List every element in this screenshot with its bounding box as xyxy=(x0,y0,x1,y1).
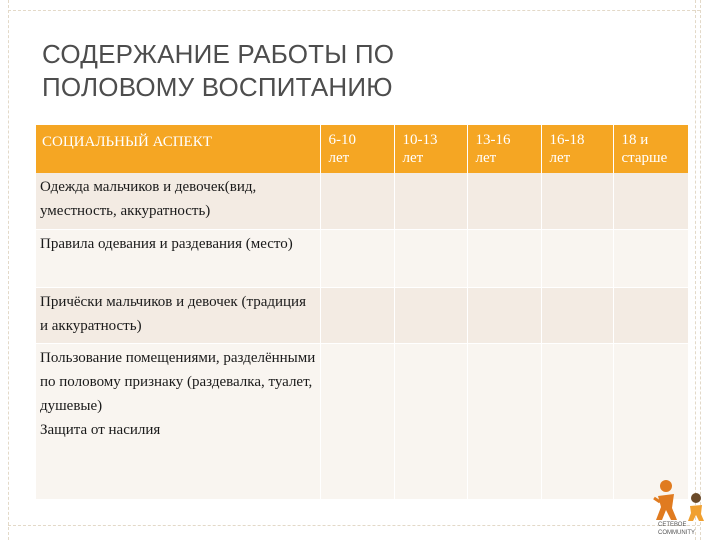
table-header-row xyxy=(36,125,688,173)
table-row xyxy=(36,173,688,229)
table-cell xyxy=(613,229,688,287)
table-cell xyxy=(394,343,467,499)
frame-line xyxy=(8,0,9,540)
header-age-13-16: 13-16 лет xyxy=(467,125,541,173)
table-cell xyxy=(541,287,613,343)
table-cell xyxy=(541,173,613,229)
content-table xyxy=(36,125,689,500)
row-label: Одежда мальчиков и девочек(вид, уместность, аккуратность) xyxy=(36,173,320,229)
table-row xyxy=(36,229,688,287)
frame-line xyxy=(8,10,700,11)
slide-title-line-1: СОДЕРЖАНИЕ РАБОТЫ ПО xyxy=(42,39,395,69)
table-row xyxy=(36,287,688,343)
table-cell xyxy=(394,229,467,287)
table-cell xyxy=(320,173,394,229)
logo-text-line-2: COMMUNITY xyxy=(658,530,695,536)
slide-title-line-2: ПОЛОВОМУ ВОСПИТАНИЮ xyxy=(42,72,393,102)
row-label: Причёски мальчиков и девочек (традиция и аккуратность) xyxy=(36,287,320,343)
frame-line xyxy=(700,0,701,540)
table-cell xyxy=(320,287,394,343)
header-age-18-plus: 18 и старше xyxy=(613,125,688,173)
logo-text-line-1: СЕТЕВОЕ xyxy=(658,522,687,528)
row-label-part: Пользование помещениями, разделёнными по половому признаку (раздевалка, туалет, душевые) xyxy=(40,349,316,414)
table-cell xyxy=(394,287,467,343)
table-cell xyxy=(613,173,688,229)
table-cell xyxy=(467,229,541,287)
frame-line xyxy=(695,0,696,540)
table-cell xyxy=(541,229,613,287)
row-label xyxy=(36,343,320,499)
table-cell xyxy=(613,343,688,499)
table-row xyxy=(36,343,688,499)
figures-icon xyxy=(644,478,714,522)
header-age-10-13: 10-13 лет xyxy=(394,125,467,173)
table-cell xyxy=(320,229,394,287)
community-logo xyxy=(644,478,714,538)
table-cell xyxy=(394,173,467,229)
table-cell xyxy=(613,287,688,343)
frame-line xyxy=(8,525,700,526)
row-label-part: Защита от насилия xyxy=(40,421,161,438)
header-age-16-18: 16-18 лет xyxy=(541,125,613,173)
header-social-aspect: СОЦИАЛЬНЫЙ АСПЕКТ xyxy=(36,125,320,173)
slide-title xyxy=(42,38,642,104)
table-cell xyxy=(467,343,541,499)
table-cell xyxy=(467,173,541,229)
table-cell xyxy=(541,343,613,499)
row-label: Правила одевания и раздевания (место) xyxy=(36,229,320,287)
table-cell xyxy=(320,343,394,499)
table-cell xyxy=(467,287,541,343)
header-age-6-10: 6-10 лет xyxy=(320,125,394,173)
